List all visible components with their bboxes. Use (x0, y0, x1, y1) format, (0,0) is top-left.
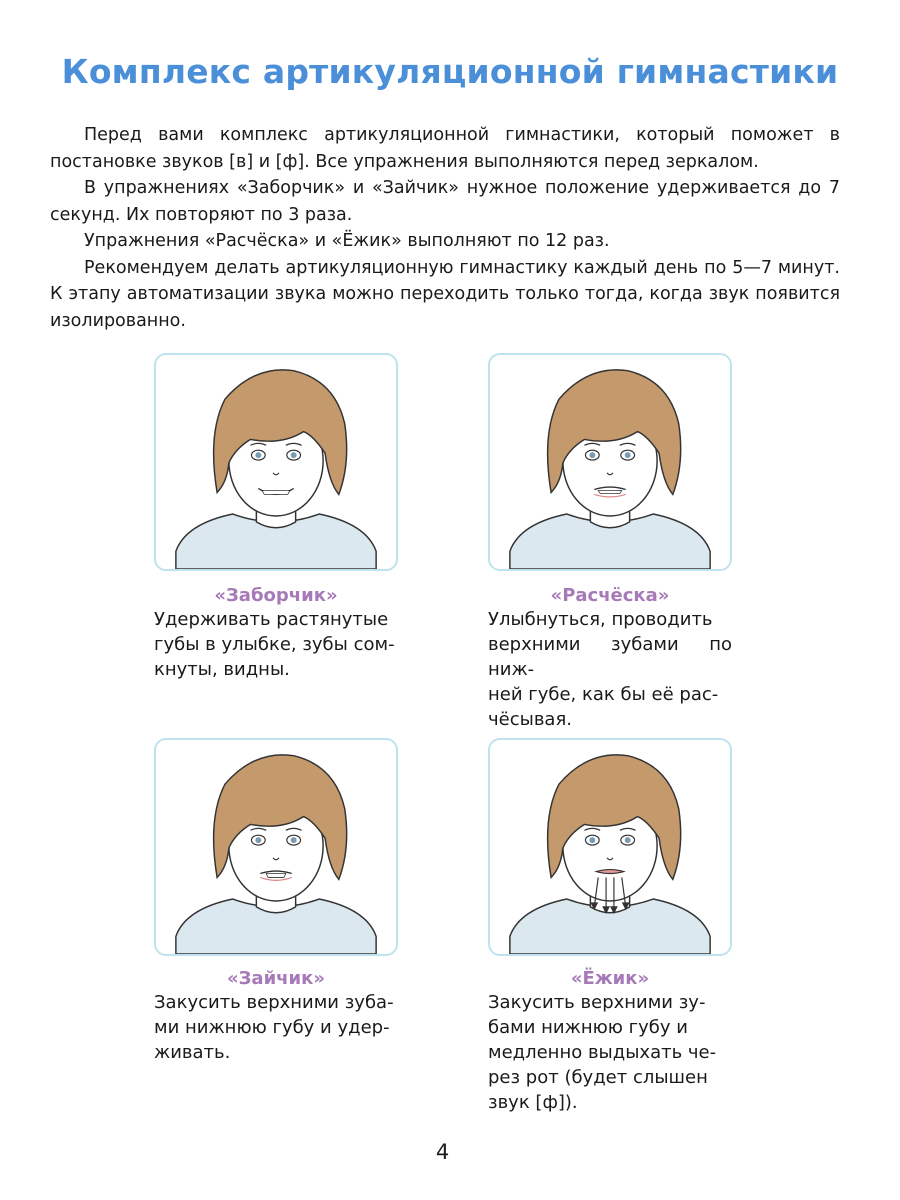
intro-paragraph: Рекомендуем делать артикуляционную гимнастику каждый день по 5—7 минут. К этапу автоматизации звука можно переходить только тогда, когда звук появится изолированно. (50, 257, 840, 331)
exercise-illustration-yozhik (488, 738, 732, 956)
description-line: губы в улыбке, зубы сом- (154, 634, 395, 655)
description-line: Закусить верхними зу- (488, 992, 706, 1013)
description-line: живать. (154, 1042, 231, 1063)
description-line: кнуты, видны. (154, 659, 290, 680)
exercise-illustration-rascheska (488, 353, 732, 571)
child-face-exhale-illustration (490, 740, 730, 954)
exercise-title: «Заборчик» (214, 585, 338, 606)
description-line: Закусить верхними зуба- (154, 992, 394, 1013)
exercise-illustration-zaychik (154, 738, 398, 956)
intro-paragraph: Перед вами комплекс артикуляционной гимнастики, который поможет в постановке звуков [в] и [ф]. Все упражнения выполняются перед зеркалом. (50, 125, 840, 172)
exercise-title: «Ёжик» (570, 968, 650, 989)
intro-paragraph: В упражнениях «Заборчик» и «Зайчик» нужное положение удерживается до 7 секунд. Их повторяют по 3 раза. (50, 178, 840, 225)
exercise-title: «Зайчик» (227, 968, 325, 989)
child-face-upper-teeth-illustration (156, 740, 396, 954)
description-line: рез рот (будет слышен (488, 1067, 708, 1088)
page-title: Комплекс артикуляционной гимнастики (61, 52, 839, 91)
description-line: звук [ф]). (488, 1092, 578, 1113)
intro-text (50, 122, 840, 334)
description-line: чёсывая. (488, 709, 573, 730)
description-line: ней губе, как бы её рас- (488, 684, 719, 705)
exercise-illustration-zaborchik (154, 353, 398, 571)
description-line: бами нижнюю губу и (488, 1017, 688, 1038)
intro-paragraph: Упражнения «Расчёска» и «Ёжик» выполняют по 12 раз. (84, 231, 610, 251)
exercise-description (488, 990, 732, 1115)
description-line: ми нижнюю губу и удер- (154, 1017, 390, 1038)
description-line: медленно выдыхать че- (488, 1042, 717, 1063)
child-face-bite-lip-illustration (490, 355, 730, 569)
description-line: Улыбнуться, проводить (488, 609, 713, 630)
exercise-description (488, 607, 732, 732)
exercise-description (154, 990, 398, 1065)
description-line: Удерживать растянутые (154, 609, 389, 630)
exercise-description (154, 607, 398, 682)
description-line: верхними зубами по ниж- (488, 634, 732, 680)
exercise-title: «Расчёска» (550, 585, 670, 606)
page-number: 4 (435, 1140, 450, 1164)
child-face-smile-teeth-illustration (156, 355, 396, 569)
